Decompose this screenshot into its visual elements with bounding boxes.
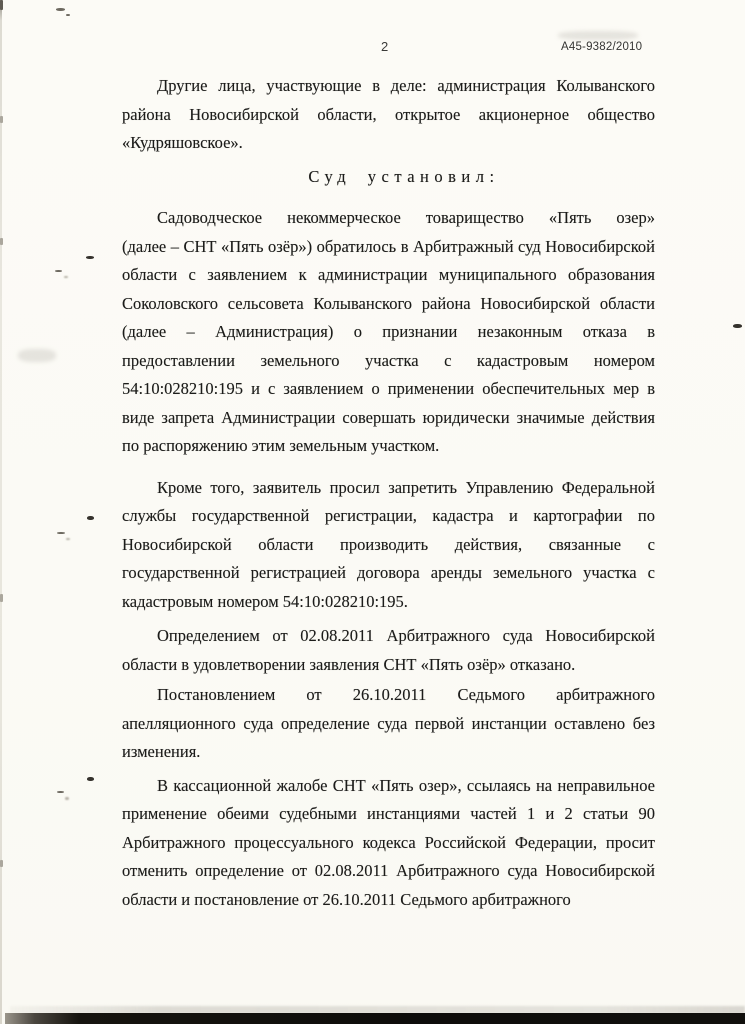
text-line: кадастровым номером 54:10:028210:195. [122,591,408,611]
text-line: Постановлением от 26.10.2011 Седьмого арбитражного [157,685,655,704]
scan-speck [55,270,62,272]
scan-speck [86,256,94,259]
text-line: Новосибирской области производить действия, связанные с [122,534,655,554]
scan-speck [66,538,70,540]
text-line: области в удовлетворении заявления СНТ «Пять озёр» отказано. [122,654,576,674]
paragraph-additional-request [122,474,655,617]
scan-edge-mark [0,860,3,867]
paragraph-snt-application [122,204,655,461]
text-line: виде запрета Администрации совершать юридически значимые действия [122,407,655,427]
scan-speck [87,516,94,520]
scan-speck [65,797,69,800]
scan-edge-mark [0,116,3,123]
scan-speck [56,8,65,11]
text-line: Кроме того, заявитель просил запретить Управлению Федеральной [157,477,655,497]
text-line: Другие лица, участвующие в деле: администрация Колыванского [157,76,655,95]
paragraph-first-instance-ruling [122,622,655,679]
text-line: области с заявлением к администрации муниципального образования [122,265,655,284]
text-line: 54:10:028210:195 и с заявлением о применении обеспечительных мер в [122,379,655,398]
scan-speck [57,532,65,534]
text-line: применение обеими судебными инстанциями частей 1 и 2 статьи 90 [122,804,655,823]
scan-speck [733,324,742,328]
scan-smudge [18,349,56,362]
section-heading-court-established: Суд установил: [308,166,500,186]
text-line: Соколовского сельсовета Колыванского района Новосибирской области [122,293,655,313]
paragraph-appeal-ruling [122,681,655,767]
text-line: области и постановление от 26.10.2011 Седьмого арбитражного [122,889,571,909]
page-number: 2 [381,39,389,54]
text-line: по распоряжению этим земельным участком. [122,436,440,455]
text-line: (далее – СНТ «Пять озёр») обратилось в Арбитражный суд Новосибирской [122,236,655,256]
text-line: «Кудряшовское». [122,133,243,152]
text-line: службы государственной регистрации, кадастра и картографии по [122,506,655,525]
scan-edge-mark [0,594,3,602]
scan-edge-mark [0,238,3,245]
scan-edge-bottom [5,1013,745,1024]
text-line: Определением от 02.08.2011 Арбитражного суда Новосибирской [157,626,655,645]
scan-speck [64,276,68,278]
scan-speck [66,14,70,16]
text-line: отменить определение от 02.08.2011 Арбитражного суда Новосибирской [122,861,655,880]
text-line: государственной регистрацией договора аренды земельного участка с [122,563,655,582]
text-line: (далее – Администрация) о признании незаконным отказа в [122,322,655,341]
document-body [122,72,655,914]
text-line: района Новосибирской области, открытое акционерное общество [122,104,655,124]
scan-speck [57,791,64,793]
text-line: Арбитражного процессуального кодекса Российской Федерации, просит [122,832,655,852]
scan-speck [87,777,94,781]
paragraph-other-parties [122,72,655,158]
text-line: В кассационной жалобе СНТ «Пять озер», ссылаясь на неправильное [157,775,655,795]
paragraph-cassation-complaint [122,772,655,915]
scan-edge-left [0,0,2,1024]
text-line: изменения. [122,742,201,761]
text-line: Садоводческое некоммерческое товарищество «Пять озер» [157,208,655,227]
scan-smudge [558,31,638,40]
scan-edge-mark [0,0,3,10]
text-line: апелляционного суда определение суда первой инстанции оставлено без [122,713,655,733]
text-line: предоставлении земельного участка с кадастровым номером [122,350,655,370]
case-number: А45-9382/2010 [561,41,643,53]
